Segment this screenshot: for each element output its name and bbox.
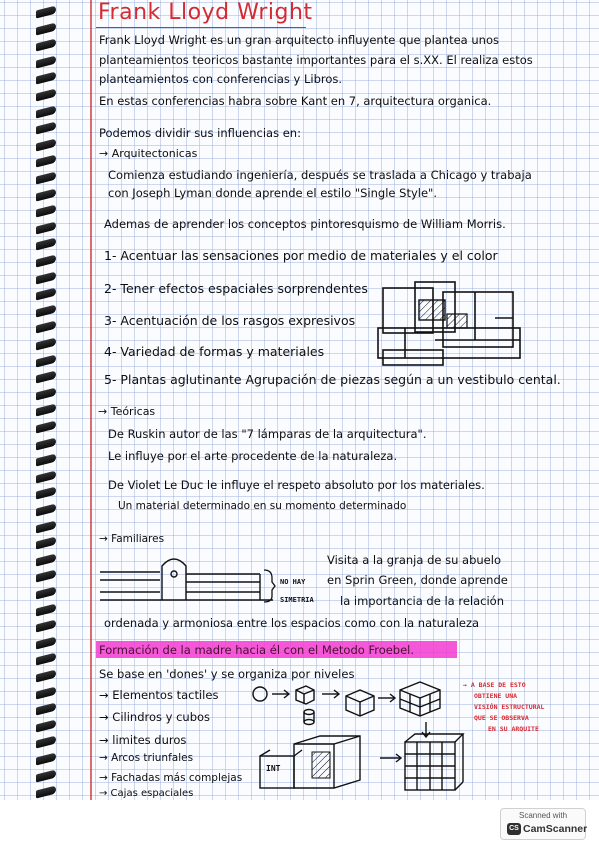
froebel-item-1: → Elementos tactiles <box>99 688 219 702</box>
spiral-ring <box>36 72 56 85</box>
title-underline <box>96 27 306 28</box>
spiral-ring <box>36 304 56 317</box>
spiral-ring <box>36 703 56 716</box>
froebel-highlight-text: Formación de la madre hacia él con el Metodo Froebel. <box>99 643 415 657</box>
spiral-ring <box>36 89 56 102</box>
spiral-ring <box>36 603 56 616</box>
froebel-intro: Se base en 'dones' y se organiza por niveles <box>99 667 355 681</box>
theoretical-line-3: De Violet Le Duc le influye el respeto absoluto por los materiales. <box>108 478 485 492</box>
familiar-line-2: en Sprin Green, donde aprende <box>327 573 508 587</box>
page-title: Frank Lloyd Wright <box>98 0 313 25</box>
spiral-ring <box>36 22 56 35</box>
froebel-item-6: → Cajas espaciales <box>99 788 194 799</box>
red-note-line-3: VISIÓN ESTRUCTURAL <box>474 703 545 711</box>
spiral-ring <box>36 570 56 583</box>
spiral-ring <box>36 653 56 666</box>
spiral-ring <box>36 271 56 284</box>
intro-line-2: planteamientos teoricos bastante importantes para el s.XX. El realiza estos <box>99 53 533 67</box>
theoretical-line-2: Le influye por el arte procedente de la naturaleza. <box>108 449 398 463</box>
familiar-line-4: ordenada y armoniosa entre los espacios como con la naturaleza <box>104 616 480 630</box>
familiar-heading: → Familiares <box>99 533 165 545</box>
familiar-line-1: Visita a la granja de su abuelo <box>327 553 501 567</box>
point-1: 1- Acentuar las sensaciones por medio de materiales y el color <box>104 248 498 263</box>
spiral-ring <box>36 553 56 566</box>
point-2: 2- Tener efectos espaciales sorprendentes <box>104 281 368 296</box>
spiral-ring <box>36 636 56 649</box>
red-note-line-1: → A BASE DE ESTO <box>463 681 526 689</box>
box-label: INT <box>266 764 281 773</box>
point-4: 4- Variedad de formas y materiales <box>104 344 325 359</box>
froebel-item-4: → Arcos triunfales <box>99 752 194 764</box>
spiral-ring <box>36 221 56 234</box>
no-hay-note: NO HAY <box>280 578 306 586</box>
spiral-ring <box>36 338 56 351</box>
camscanner-watermark <box>500 808 586 840</box>
spiral-ring <box>36 404 56 417</box>
spiral-ring <box>36 620 56 633</box>
scanner-brand: CamScanner <box>523 823 588 835</box>
influences-intro: Podemos dividir sus influencias en: <box>99 126 301 140</box>
spiral-ring <box>36 39 56 52</box>
spiral-ring <box>36 188 56 201</box>
red-note-line-2: OBTIENE UNA <box>474 692 518 700</box>
froebel-item-3: → limites duros <box>99 733 187 747</box>
spiral-ring <box>36 487 56 500</box>
red-note-line-4: QUE SE OBSERVA <box>474 714 529 722</box>
spiral-ring <box>36 537 56 550</box>
spiral-ring <box>36 238 56 251</box>
spiral-binding <box>0 0 60 800</box>
spiral-ring <box>36 6 56 19</box>
point-5: 5- Plantas aglutinante Agrupación de piezas según a un vestibulo cental. <box>104 372 561 387</box>
spiral-ring <box>36 437 56 450</box>
spiral-ring <box>36 172 56 185</box>
spiral-ring <box>36 520 56 533</box>
theoretical-line-4: Un material determinado en su momento determinado <box>118 500 407 512</box>
camscanner-logo-icon: CS <box>507 823 521 835</box>
simetria-note: SIMETRIA <box>280 596 314 604</box>
scanner-caption: Scanned with <box>518 811 568 820</box>
froebel-gifts-sketch <box>250 676 465 800</box>
froebel-item-5: → Fachadas más complejas <box>99 772 243 784</box>
spiral-ring <box>36 354 56 367</box>
spiral-ring <box>36 138 56 151</box>
spiral-ring <box>36 387 56 400</box>
spiral-ring <box>36 670 56 683</box>
red-note-line-5: EN SU ARQUITE <box>488 725 539 733</box>
spiral-ring <box>36 587 56 600</box>
spiral-ring <box>36 719 56 732</box>
architectural-line-2: con Joseph Lyman donde aprende el estilo "Single Style". <box>108 186 437 200</box>
floor-plan-sketch <box>375 278 525 373</box>
theoretical-heading: → Teóricas <box>98 405 156 418</box>
familiar-line-3: la importancia de la relación <box>340 594 504 608</box>
architectural-line-1: Comienza estudiando ingeniería, después se traslada a Chicago y trabaja <box>108 168 532 182</box>
farmhouse-sketch <box>98 552 278 608</box>
spiral-ring <box>36 470 56 483</box>
architectural-heading: → Arquitectonicas <box>99 147 198 160</box>
froebel-item-2: → Cilindros y cubos <box>99 710 211 724</box>
spiral-ring <box>36 753 56 766</box>
spiral-ring <box>36 122 56 135</box>
spiral-ring <box>36 736 56 749</box>
spiral-ring <box>36 686 56 699</box>
intro-line-3: planteamientos con conferencias y Libros. <box>99 72 343 86</box>
spiral-ring <box>36 321 56 334</box>
spiral-ring <box>36 786 56 799</box>
red-margin-line <box>90 0 92 800</box>
intro-line-1: Frank Lloyd Wright es un gran arquitecto influyente que plantea unos <box>99 33 499 47</box>
spiral-ring <box>36 105 56 118</box>
spiral-ring <box>36 255 56 268</box>
intro-line-4: En estas conferencias habra sobre Kant en 7, arquitectura organica. <box>99 94 492 108</box>
spiral-ring <box>36 205 56 218</box>
spiral-ring <box>36 504 56 517</box>
spiral-ring <box>36 769 56 782</box>
spiral-ring <box>36 421 56 434</box>
architectural-line-3: Ademas de aprender los conceptos pintoresquismo de William Morris. <box>104 217 506 231</box>
spiral-ring <box>36 454 56 467</box>
spiral-ring <box>36 371 56 384</box>
spiral-ring <box>36 155 56 168</box>
point-3: 3- Acentuación de los rasgos expresivos <box>104 313 356 328</box>
theoretical-line-1: De Ruskin autor de las "7 lámparas de la arquitectura". <box>108 427 427 441</box>
spiral-ring <box>36 55 56 68</box>
bracket-mark <box>262 568 276 604</box>
spiral-ring <box>36 288 56 301</box>
